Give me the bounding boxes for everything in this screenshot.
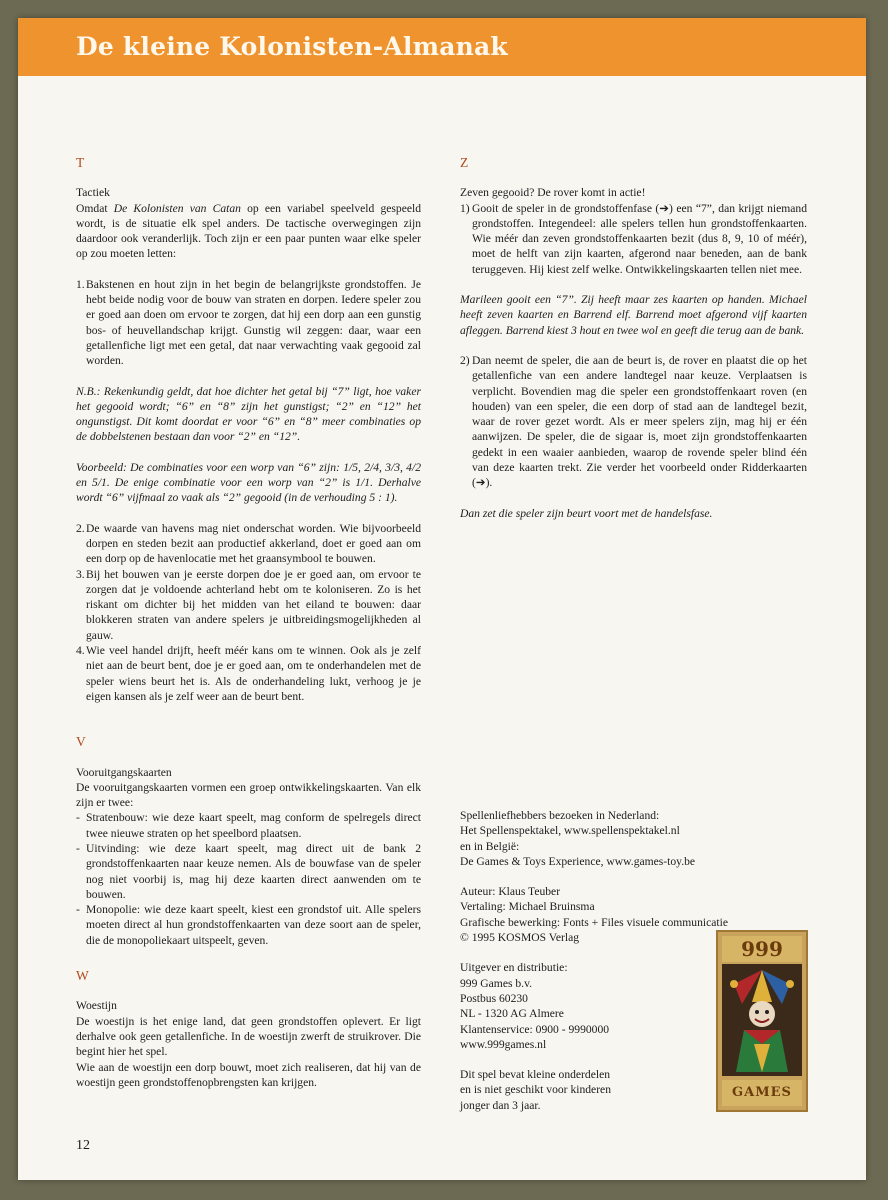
vooruitgang-list bbox=[76, 810, 421, 948]
section-letter-t: T bbox=[76, 155, 85, 170]
warning-line: en is niet geschikt voor kinderen bbox=[460, 1083, 612, 1097]
list-item bbox=[460, 201, 807, 277]
heading-tactiek: Tactiek bbox=[76, 186, 110, 200]
list-number: 2. bbox=[76, 521, 85, 535]
list-item bbox=[76, 277, 421, 369]
list-item bbox=[76, 810, 421, 841]
heading-woestijn: Woestijn bbox=[76, 999, 117, 1013]
credit-line: Grafische bewerking: Fonts + Files visuele communicatie bbox=[460, 915, 728, 929]
publisher-line: www.999games.nl bbox=[460, 1037, 547, 1051]
zeven-example: Marileen gooit een “7”. Zij heeft maar zes kaarten op handen. Michael heeft zeven kaarten en Barrend elf. Barrend moet afgerond vijf kaarten afleggen. Barrend kiest 3 hout en twee wol en geeft die terug aan de bank. bbox=[460, 293, 807, 337]
warning-line: jonger dan 3 jaar. bbox=[460, 1098, 541, 1112]
intro-text-pre: Omdat bbox=[76, 201, 114, 215]
publisher-line: Postbus 60230 bbox=[460, 991, 528, 1005]
credit-line: © 1995 KOSMOS Verlag bbox=[460, 931, 580, 945]
tactiek-list-2 bbox=[76, 521, 421, 705]
logo-wordmark: GAMES bbox=[722, 1080, 802, 1106]
list-item-text: Bij het bouwen van je eerste dorpen doe je er goed aan, om ervoor te zorgen dat je voldoende achterland hebt om te koloniseren. Zo is het riskant om dichter bij het midden van het eiland te bouwen: daar blokkeren straten van andere spelers je uitbreidingsmogelijkheden al gauw. bbox=[86, 567, 421, 642]
section-letter-v: V bbox=[76, 734, 86, 750]
page-title: De kleine Kolonisten-Almanak bbox=[76, 32, 508, 61]
list-item-text: Stratenbouw: wie deze kaart speelt, mag conform de spelregels direct twee nieuwe straten op het speelbord plaatsen. bbox=[86, 811, 421, 840]
list-item-text: Monopolie: wie deze kaart speelt, kiest een grondstof uit. Alle spelers moeten direct al hun grondstoffenkaarten van deze soort aan de speler, die de monopoliekaart uitspeelt, geven. bbox=[86, 903, 421, 947]
left-column bbox=[76, 155, 421, 1090]
visit-line: Spellenliefhebbers bezoeken in Nederland: bbox=[460, 809, 660, 822]
publisher-line: 999 Games b.v. bbox=[460, 976, 533, 990]
list-number: 3. bbox=[76, 567, 85, 581]
credit-line: Vertaling: Michael Bruinsma bbox=[460, 900, 595, 914]
999-games-logo bbox=[716, 930, 808, 1112]
list-number: 4. bbox=[76, 644, 85, 658]
list-dash: - bbox=[76, 903, 80, 917]
list-item-text: Dan neemt de speler, die aan de beurt is, de rover en plaatst die op het getallenfiche van een andere landtegel naar keuze. Verplaatsen is verplicht. Bovendien mag die speler een grondstoffenkaart roven (en houden) van een speler, die een dorp of stad aan de landtegel bezit, waar de rover gezet wordt. Als er meer spelers zijn, mag hij er één aanwijzen. De speler, die de sigaar is, moet zijn grondstoffenkaarten gedekt in een waaier aanbieden, waarop de rovende speler blind één van deze kaarten trekt. Zie verder het voorbeeld onder Ridderkaarten (➔). bbox=[472, 353, 807, 490]
list-dash: - bbox=[76, 841, 80, 855]
publisher-line: NL - 1320 AG Almere bbox=[460, 1007, 564, 1021]
heading-vooruitgangskaarten: Vooruitgangskaarten bbox=[76, 765, 172, 779]
page-number: 12 bbox=[76, 1138, 90, 1153]
list-item-text: De waarde van havens mag niet onderschat worden. Wie bijvoorbeeld dorpen en steden bezit aan productief akkerland, doet er goed aan om een dorp op de havenlocatie met het graansymbool te bouwen. bbox=[86, 521, 421, 566]
intro-text-post: op een variabel speelveld gespeeld wordt, is de situatie elk spel anders. De tactische overwegingen zijn daardoor ook veranderlijk. Toch zijn er een paar punten waar elke speler op zou moeten letten: bbox=[76, 201, 422, 261]
heading-zeven-gegooid: Zeven gegooid? De rover komt in actie! bbox=[460, 186, 646, 200]
list-item bbox=[76, 521, 421, 567]
tactiek-intro bbox=[76, 201, 421, 262]
game-title-italic: De Kolonisten van Catan bbox=[113, 201, 241, 215]
list-item bbox=[460, 353, 807, 491]
visit-block bbox=[460, 808, 810, 869]
list-number: 2) bbox=[460, 353, 470, 367]
list-item bbox=[76, 841, 421, 902]
list-number: 1) bbox=[460, 201, 470, 215]
list-item-text: Bakstenen en hout zijn in het begin de belangrijkste grondstoffen. Je hebt beide nodig voor de bouw van straten en dorpen. Iedere speler zou er goed aan doen om ervoor te zorgen, dat hij een dorp aan een gunstig bos- of heuvellandschap krijgt. Gunstig wil zeggen: daar, waar een getallenfiche ligt met een getal, dat naar verwachting vaak gegooid zal worden. bbox=[86, 277, 421, 368]
list-item-text: Uitvinding: wie deze kaart speelt, mag direct uit de bank 2 grondstoffenkaarten naar keuze nemen. Als de bouwfase van de speler nog niet voorbij is, mag hij deze kaarten direct aanwenden om te bouwen. bbox=[86, 841, 421, 901]
list-item bbox=[76, 643, 421, 704]
list-item bbox=[76, 567, 421, 643]
list-dash: - bbox=[76, 811, 80, 825]
tactiek-list-1 bbox=[76, 277, 421, 369]
right-column bbox=[460, 155, 807, 536]
title-banner bbox=[18, 18, 866, 76]
zeven-list-2 bbox=[460, 353, 807, 491]
vooruitgang-intro: De vooruitgangskaarten vormen een groep ontwikkelingskaarten. Van elk zijn er twee: bbox=[76, 780, 421, 810]
section-letter-w: W bbox=[76, 968, 89, 984]
visit-line: Het Spellenspektakel, www.spellenspektakel.nl bbox=[460, 824, 680, 838]
list-item bbox=[76, 902, 421, 948]
list-number: 1. bbox=[76, 277, 85, 291]
visit-line: en in België: bbox=[460, 839, 520, 853]
example-note: Voorbeeld: De combinaties voor een worp van “6” zijn: 1/5, 2/4, 3/3, 4/2 en 5/1. De enige combinatie voor een worp van “2” is 1/1. Derhalve wordt “6” vijfmaal zo vaak als “2” gegooid (in de verhouding 5 : 1). bbox=[76, 460, 421, 505]
nb-note: N.B.: Rekenkundig geldt, dat hoe dichter het getal bij “7” ligt, hoe vaker het gegooid wordt; “6” en “8” zijn het gunstigst; “2” en “12” het ongunstigst. Dit komt doordat er voor “6” en “8” meer combinaties op de dobbelstenen bestaan dan voor “2” en “12”. bbox=[76, 384, 421, 444]
woestijn-text-2: Wie aan de woestijn een dorp bouwt, moet zich realiseren, dat hij van de woestijn geen grondstoffenopbrengsten kan krijgen. bbox=[76, 1060, 421, 1089]
almanac-page bbox=[18, 18, 866, 1180]
warning-line: Dit spel bevat kleine onderdelen bbox=[460, 1068, 611, 1082]
jester-icon bbox=[722, 964, 802, 1076]
section-letter-z: Z bbox=[460, 155, 469, 170]
zeven-closing: Dan zet die speler zijn beurt voort met de handelsfase. bbox=[460, 506, 713, 520]
publisher-line: Klantenservice: 0900 - 9990000 bbox=[460, 1022, 610, 1036]
credit-line: Auteur: Klaus Teuber bbox=[460, 885, 561, 899]
woestijn-text-1: De woestijn is het enige land, dat geen grondstoffen oplevert. Er ligt derhalve ook geen getallenfiche. In de woestijn zwerft de struikrover. Die begint hier het spel. bbox=[76, 1014, 421, 1059]
logo-number: 999 bbox=[722, 936, 802, 962]
zeven-list-1 bbox=[460, 201, 807, 277]
visit-line: De Games & Toys Experience, www.games-toy.be bbox=[460, 854, 696, 868]
list-item-text: Gooit de speler in de grondstoffenfase (➔) een “7”, dan krijgt niemand grondstoffen. Integendeel: alle spelers tellen hun grondstoffenkaarten. Wie méér dan zeven grondstoffenkaarten bezit (dus 8, 9, 10 of méér), moet de helft van zijn kaarten, afgerond naar beneden, aan de bank teruggeven. Hij kiest zelf welke. Ontwikkelingskaarten tellen niet mee. bbox=[472, 201, 807, 276]
list-item-text: Wie veel handel drijft, heeft méér kans om te winnen. Ook als je zelf niet aan de beurt bent, doe je er goed aan, om te onderhandelen met de speler wiens beurt het is. Als de onderhandeling lukt, verhoog je je eigen kansen als je zelf weer aan de beurt bent. bbox=[86, 644, 421, 703]
publisher-line: Uitgever en distributie: bbox=[460, 961, 568, 975]
